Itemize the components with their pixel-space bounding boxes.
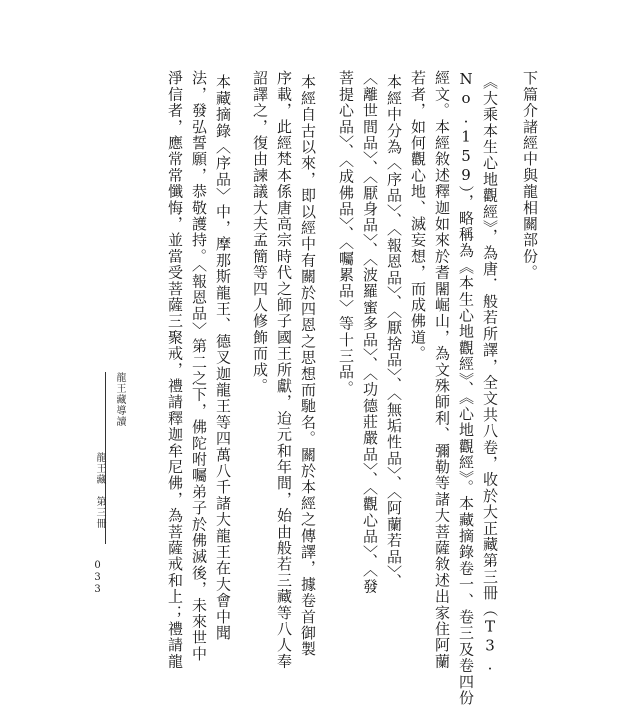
text-column: 《大乘本生心地觀經》，為唐．般若所譯，全文共八卷，收於大正藏第三冊（T3. [481, 74, 499, 675]
text-column: 本藏摘錄〈序品〉中，摩那斯龍王、德叉迦龍王等四萬八千諸大龍王在大會中聞 [214, 74, 232, 641]
text-column: 淨信者，應常常懺悔，並當受菩薩三聚戒，禮請釋迦牟尼佛，為菩薩戒和上；禮請龍 [166, 70, 184, 670]
running-head-guide: 龍王藏導讀 [114, 372, 125, 427]
text-column: 本經自古以來，即以經中有關於四恩之思想而馳名。關於本經之傳譯，據卷首御製 [299, 74, 317, 658]
text-column: 若者，如何觀心地、滅妄想，而成佛道。 [409, 70, 427, 362]
text-column: 本經中分為〈序品〉、〈報恩品〉、〈厭捨品〉、〈無垢性品〉、〈阿蘭若品〉、 [385, 74, 403, 590]
text-column: 菩提心品〉、〈成佛品〉、〈囑累品〉等十三品。 [337, 70, 355, 397]
text-column: 法，發弘誓願，恭敬護持。〈報恩品〉第二之下，佛陀咐囑弟子於佛滅後，未來世中 [190, 70, 208, 662]
running-head-volume: 龍王藏 第三冊 [94, 452, 105, 529]
text-column: 詔譯之，復由諫議大夫孟簡等四人修飾而成。 [251, 70, 269, 394]
text-column: 序載，此經梵本係唐高宗時代之師子國王所獻，迨元和年間，始由般若三藏等八人奉 [275, 70, 293, 670]
text-column: 經文。本經敘述釋迦如來於耆闍崛山，為文殊師利、彌勒等諸大菩薩敘述出家住阿蘭 [433, 70, 451, 670]
page-number: 033 [92, 560, 103, 596]
text-column: 〈離世間品〉、〈厭身品〉、〈波羅蜜多品〉、〈功德莊嚴品〉、〈觀心品〉、〈發 [361, 70, 379, 595]
text-column: 下篇介諸經中與龍相關部份。 [521, 70, 539, 281]
text-column: No.159），略稱為《本生心地觀經》、《心地觀經》。本藏摘錄卷一、卷三及卷四份 [457, 70, 475, 706]
